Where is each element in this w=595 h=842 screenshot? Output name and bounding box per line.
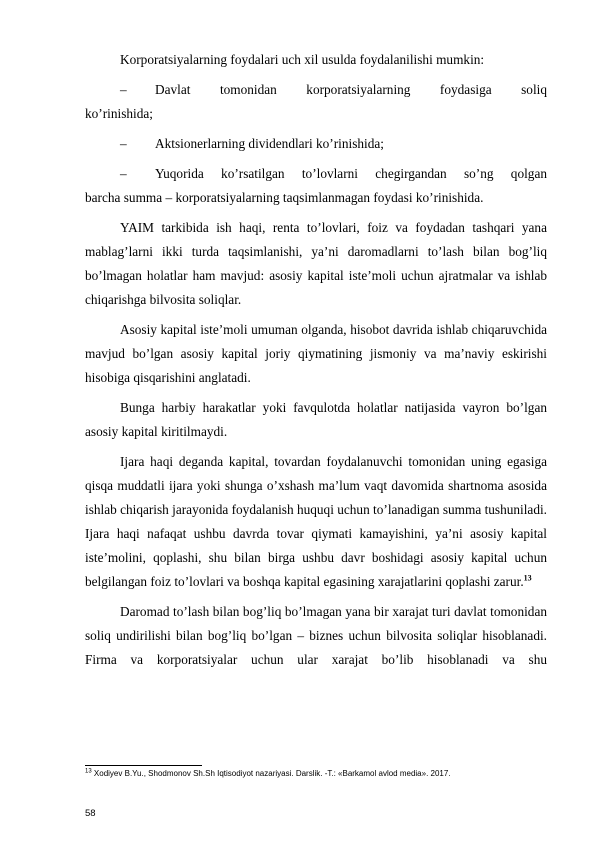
dash-marker: – — [120, 136, 127, 151]
footnote — [85, 769, 547, 779]
list-item-text: Aktsionerlarning dividendlari ko’rinishida; — [155, 136, 384, 151]
list-item — [85, 132, 547, 156]
intro-paragraph: Korporatsiyalarning foydalari uch xil usulda foydalanilishi mumkin: — [120, 52, 485, 67]
footnote-number: 13 — [85, 768, 92, 775]
dash-marker: – — [120, 82, 127, 97]
page-number: 58 — [85, 808, 96, 819]
list-item-text: Davlat tomonidan korporatsiyalarning foydasiga soliq — [155, 82, 547, 97]
ijara-paragraph — [85, 450, 547, 594]
list-item — [85, 78, 547, 126]
list-item — [85, 162, 547, 210]
list-item-continuation: ko’rinishida; — [85, 106, 153, 121]
footnote-divider — [85, 765, 202, 766]
dash-marker: – — [120, 166, 127, 181]
bunga-paragraph: Bunga harbiy harakatlar yoki favqulotda holatlar natijasida vayron bo’lgan asosiy kapital kiritilmaydi. — [85, 400, 547, 439]
daromad-paragraph: Daromad to’lash bilan bog’liq bo’lmagan yana bir xarajat turi davlat tomonidan soliq undirilishi bilan bog’liq bo’lgan – biznes uchun bilvosita soliqlar hisoblanadi. Firma va korporatsiyalar uchun ular xarajat bo’lib hisoblanadi va shu — [85, 604, 547, 667]
page-body — [85, 48, 547, 678]
footnote-reference: 13 — [523, 573, 532, 583]
ijara-text: Ijara haqi deganda kapital, tovardan foydalanuvchi tomonidan uning egasiga qisqa muddatli ijara yoki shunga o’xshash ma’lum vaqt davomida shartnoma asosida ishlab chiqarish jarayonida foydalanish huquqi uchun to’lanadigan summa tushuniladi. Ijara haqi nafaqat ushbu davrda tovar qiymati kamayishini, ya’ni asosiy kapital iste’molini, qoplashi, shu bilan birga ushbu davr boshidagi asosiy kapital uchun belgilangan foiz to’lovlari va boshqa kapital egasining xarajatlarini qoplashi zarur. — [85, 454, 547, 589]
list-item-text: Yuqorida ko’rsatilgan to’lovlarni chegirgandan so’ng qolgan — [155, 166, 547, 181]
asosiy-kapital-paragraph: Asosiy kapital iste’moli umuman olganda, hisobot davrida ishlab chiqaruvchida mavjud bo’lgan asosiy kapital joriy qiymatining jismoniy va ma’naviy eskirishi hisobiga qisqarishini anglatadi. — [85, 322, 547, 385]
footnote-text: Xodiyev B.Yu., Shodmonov Sh.Sh Iqtisodiyot nazariyasi. Darslik. -T.: «Barkamol avlod media». 2017. — [93, 769, 451, 778]
yaim-paragraph: YAIM tarkibida ish haqi, renta to’lovlari, foiz va foydadan tashqari yana mablag’larni ikki turda taqsimlanishi, ya’ni daromadlarni to’lash bilan bog’liq bo’lmagan holatlar ham mavjud: asosiy kapital iste’moli uchun ajratmalar va ishlab chiqarishga bilvosita soliqlar. — [85, 220, 547, 307]
list-item-continuation: barcha summa – korporatsiyalarning taqsimlanmagan foydasi ko’rinishida. — [85, 190, 484, 205]
